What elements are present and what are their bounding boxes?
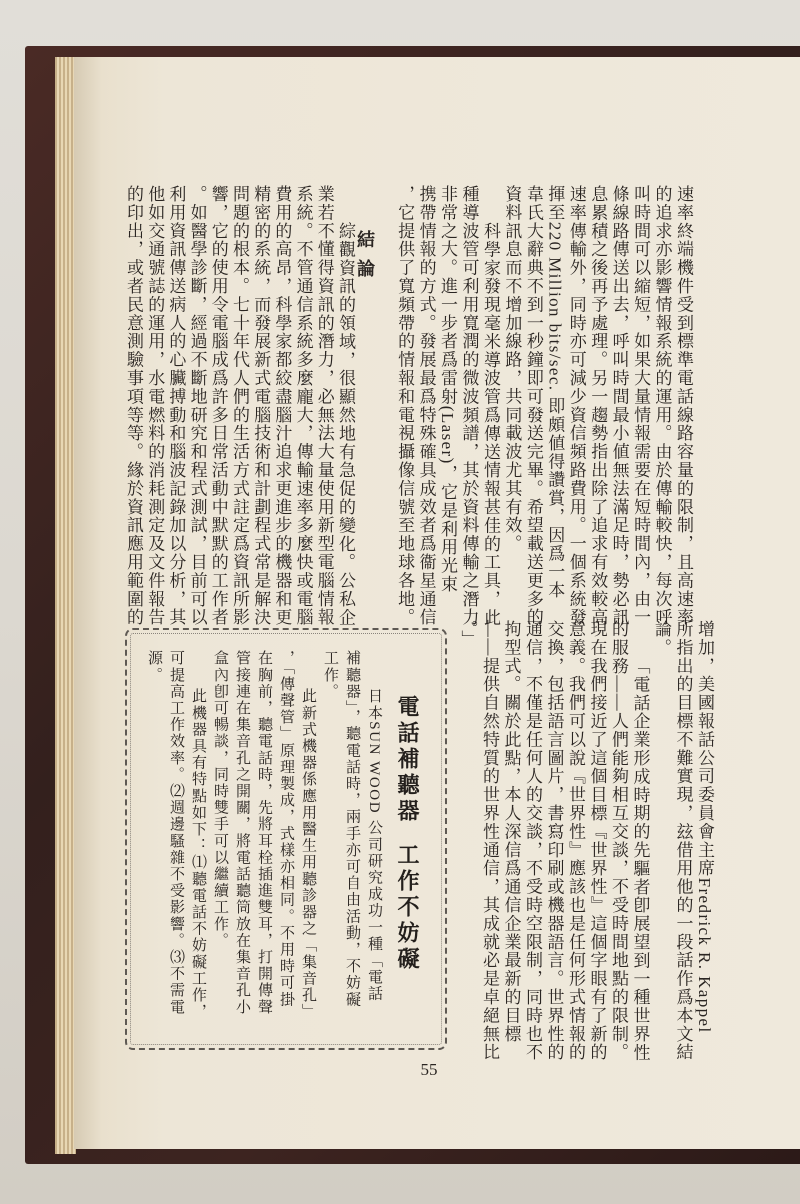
conclusion-text-column: 的印出，或者民意測驗事項等等。緣於資訊應用範圍的	[124, 185, 143, 627]
conclusion-text-column: 問題的根本。七十年代人們的生活方式註定爲資訊所影	[230, 185, 249, 627]
conclusion-text-column: 系統。不管通信系統多麼龐大，傳輸速率多麼快或電腦	[293, 185, 313, 627]
sidebar-text-column: 此新式機器係應用醫生用聽診器之「集音孔」	[300, 688, 316, 1020]
body-text-column: 速率傳輸外，同時亦可減少資信頻路費用。一個系統發	[566, 185, 586, 627]
quote-text-column: 交換，包括語言圖片，書寫印刷或機器語言。世界性的	[544, 620, 564, 1062]
sidebar-text-column: 工作。	[322, 650, 338, 700]
sidebar-box-subtitle: 工作不妨礙	[395, 843, 420, 973]
conclusion-text-column: 。如醫學診斷，經過不斷地研究和程式測試，目前可以	[187, 185, 207, 627]
conclusion-text-column: 費用的高昂，科學家都絞盡腦汁追求更進步的機器和更	[272, 185, 292, 627]
body-text-column: 種導波管可利用寬潤的微波頻譜，其於資料傳輸之潛力	[459, 185, 479, 627]
sidebar-text-column: 盒內卽可暢談，同時雙手可以繼續工作。	[212, 650, 228, 949]
quote-text-column: 增加，美國報話公司委員會主席Fredrick R. Kappel	[695, 620, 714, 1034]
quote-text-column: 「電話企業形成時期的先驅者卽展望到一種世界性	[630, 657, 650, 1062]
quote-text-column: 拘型式。關於此點，本人深信爲通信企業最新的目標	[501, 620, 521, 1044]
sidebar-text-column: 在胸前，聽電話時，先將耳栓插進雙耳，打開傳聲	[256, 650, 272, 1016]
quote-text-column: 所指出的目標不難實現，玆借用他的一段話作爲本文結	[673, 620, 693, 1062]
sidebar-box-title: 電話補聽器	[395, 695, 420, 825]
conclusion-text-column: 綜觀資訊的領域，很顯然地有急促的變化。公私企	[336, 222, 355, 627]
body-text-column: 的追求亦影響情報系統的運用。由於傳輸較快，每次呼	[652, 185, 672, 627]
body-text-column: 叫時間可以縮短，如果大量情報需要在短時間內，由一	[631, 185, 651, 627]
sidebar-text-column: 源。	[146, 650, 162, 684]
conclusion-text-column: 響，它的使用令電腦成爲許多日常活動中默默的工作者	[208, 185, 228, 627]
quote-text-column: 論。	[652, 620, 671, 657]
sidebar-text-column: 可提高工作效率。⑵週邊騷雜不受影響。⑶不需電	[168, 650, 184, 1016]
quote-text-column: 。」	[458, 620, 478, 649]
body-text-column: 速率終端機件受到標準電話線路容量的限制，且高速率	[674, 185, 693, 627]
quote-text-column: 通信，不僅是任何人的交談，不受時空限制，同時也不	[523, 620, 542, 1062]
body-text-column: 韋氏大辭典不到一秒鐘即可發送完畢。希望載送更多的	[523, 185, 543, 627]
body-text-column: 科學家發現毫米導波管爲傳送情報甚佳的工具，此	[480, 222, 500, 627]
page-number: 55	[420, 1060, 438, 1079]
sidebar-text-column: 日本SUN WOOD 公司研究成功一種「電話	[366, 688, 382, 1003]
conclusion-heading: 結論	[355, 230, 375, 288]
body-text-column: 携帶情報的方式。發展最爲特殊確具成效者爲衞星通信	[416, 185, 436, 627]
body-text-column: 資料訊息而不增加線路，共同載波尤其有效。	[502, 185, 522, 553]
body-text-column: ，它提供了寬頻帶的情報和電視攝像信號至地球各地。	[395, 185, 415, 627]
quote-text-column: 現在我們接近了這個目標『世界性』這個字眼有了新的	[587, 620, 607, 1062]
sidebar-text-column: ，「傳聲管」原理製成，式樣亦相同。不用時可掛	[278, 650, 294, 1008]
quote-text-column: 意義。我們可以說『世界性』應該也是任何形式情報的	[566, 620, 585, 1062]
sidebar-text-column: 補聽器」，聽電話時，兩手亦可自由活動，不妨礙	[344, 650, 360, 1008]
conclusion-text-column: 業若不懂得資訊的潛力，必無法大量使用新型電腦情報	[314, 185, 334, 627]
body-text-column: 息累積之後再予處理。另一趨勢指出除了追求有效較高	[588, 185, 608, 627]
body-text-column: 揮至220 Million bits/sec. 即頗値得讚賞，因爲一本	[545, 185, 565, 600]
conclusion-text-column: 他如交通號誌的運用，水電燃料的消耗測定及文件報告	[145, 185, 165, 627]
body-text-column: 條線路傳送出去，呼叫時間最小値無法滿足時，勢必訊	[609, 185, 629, 627]
body-text-column: 非常之大。進一步者爲雷射(Laser)，它是利用光束	[438, 185, 458, 594]
sidebar-text-column: 管接連在集音孔之開關，將電話聽筒放在集音孔小	[234, 650, 250, 1016]
sidebar-text-column: 此機器具有特點如下：⑴聽電話不妨礙工作，	[190, 688, 206, 1020]
quote-text-column: 的服務——人們能夠相互交談，不受時間地點的限制。	[609, 620, 628, 1062]
quote-text-column: ——提供自然特質的世界性通信，其成就必是卓絕無比	[480, 620, 499, 1062]
conclusion-text-column: 利用資訊傳送病人的心臟搏動和腦波記錄加以分析，其	[166, 185, 186, 627]
conclusion-text-column: 精密的系統，而發展新式電腦技術和計劃程式常是解決	[251, 185, 271, 627]
